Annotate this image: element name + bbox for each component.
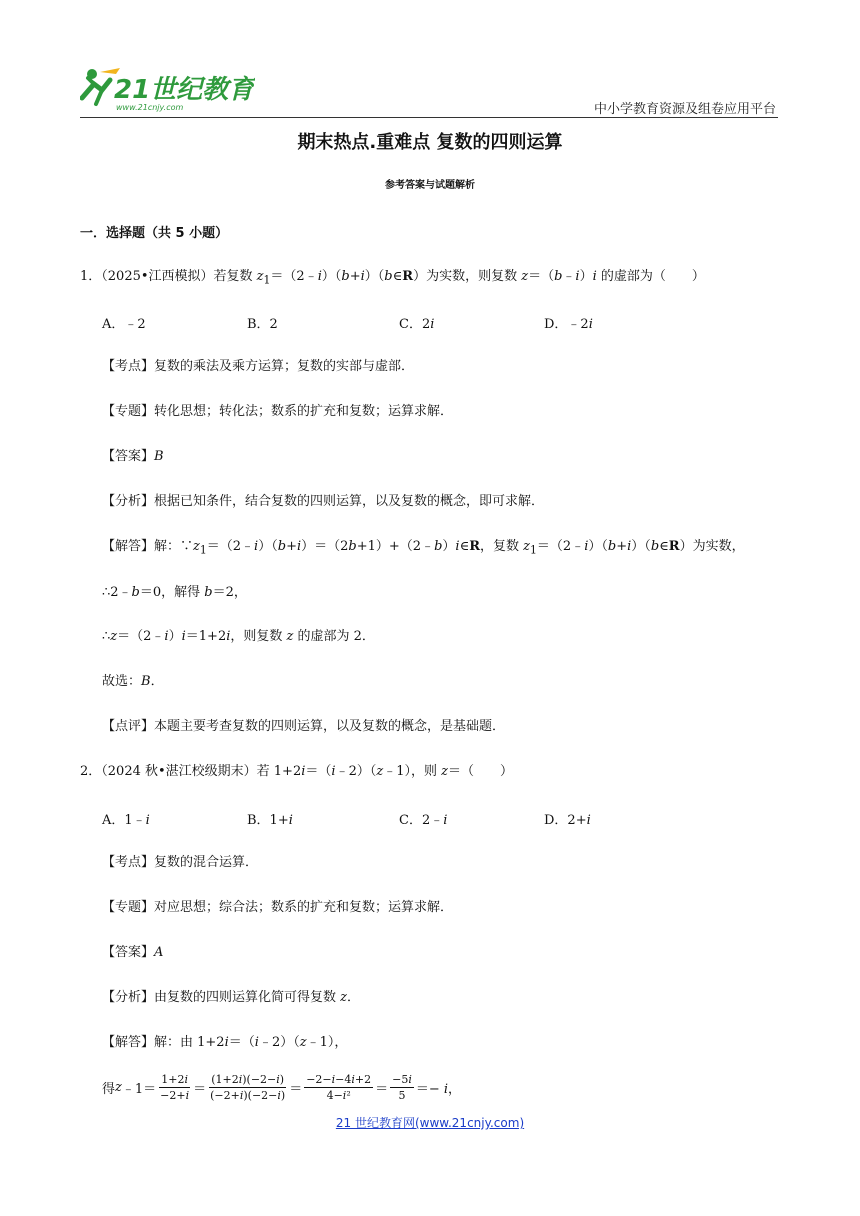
q1-kaodian: 【考点】复数的乘法及乘方运算；复数的实部与虚部． — [102, 359, 415, 374]
logo-21cnjy — [80, 64, 255, 112]
q1-choice: 故选：B． — [102, 674, 164, 689]
page-title: 期末热点.重难点 复数的四则运算 — [297, 132, 563, 153]
footer-link[interactable]: 21 世纪教育网(www.21cnjy.com) — [335, 1116, 525, 1130]
q1-option-d: D．﹣2i — [544, 317, 593, 332]
q1-option-a: A．﹣2 — [102, 317, 146, 332]
fraction-2: $\frac{\text{(1+2𝑖)(−2−𝑖)}}{\text{(−2+𝑖)(−2−𝑖)}}$ — [210, 1073, 286, 1102]
fraction-1: $\frac{\text{1+2𝑖}}{\text{−2+𝑖}}$ — [160, 1073, 190, 1102]
q2-math-derivation: 得 z ﹣1＝ $\frac{\text{1+2𝑖}}{\text{−2+𝑖}}$ ＝ $\frac{\text{(1+2𝑖)(−2−𝑖)}}{\text{(−2+𝑖)(−2−𝑖)}}$ ＝ $\frac{\text{−2−𝑖−4𝑖+2}}{\text{4−𝑖²}}$ ＝ $\frac{\text{−5𝑖}}{5}$ ＝− 𝑖， — [102, 1073, 462, 1102]
page-header — [80, 64, 778, 120]
q1-answer: 【答案】B — [102, 449, 164, 464]
section-heading: 一．选择题（共 5 小题） — [80, 226, 229, 241]
q2-option-c: C．2﹣i — [399, 813, 448, 828]
q2-option-a: A．1﹣i — [102, 813, 150, 828]
q1-option-b: B．2 — [247, 317, 278, 332]
fraction-3: $\frac{\text{−2−𝑖−4𝑖+2}}{\text{4−𝑖²}}$ — [306, 1073, 372, 1102]
q1-option-c: C．2i — [399, 317, 435, 332]
q1-zhuanti: 【专题】转化思想；转化法；数系的扩充和复数；运算求解． — [102, 404, 454, 419]
svg-text:www.21cnjy.com: www.21cnjy.com — [116, 103, 184, 112]
svg-text:21世纪教育: 21世纪教育 — [114, 75, 255, 105]
q2-jieda: 【解答】解：由 1+2i＝（i﹣2）（z﹣1）， — [102, 1035, 348, 1050]
header-divider — [80, 117, 778, 118]
q1-step1: ∴2﹣b＝0，解得 b＝2， — [102, 585, 247, 600]
q1-fenxi: 【分析】根据已知条件，结合复数的四则运算，以及复数的概念，即可求解． — [102, 494, 545, 509]
fraction-4: $\frac{\text{−5𝑖}}{5}$ — [392, 1073, 412, 1102]
q2-kaodian: 【考点】复数的混合运算． — [102, 855, 259, 870]
q1-jieda: 【解答】解：$\because z_1=(2﹣i)(b+i)=(2b+1)+(2﹣b)i\in R$，复数 $z_1=(2﹣i)(b+i)(b\in R)$为实数， — [102, 539, 745, 557]
q2-zhuanti: 【专题】对应思想；综合法；数系的扩充和复数；运算求解． — [102, 900, 454, 915]
q2-option-b: B．1+i — [247, 813, 293, 828]
q1-step2: ∴z＝（2﹣i）i＝1+2i，则复数 z 的虚部为 2． — [102, 629, 375, 644]
page-subtitle: 参考答案与试题解析 — [385, 180, 475, 191]
platform-name: 中小学教育资源及组卷应用平台 — [593, 102, 776, 117]
q2-answer: 【答案】A — [102, 945, 164, 960]
q1-stem: 1．（2025•江西模拟）若复数 $z_1=(2﹣i)(b+i)(b\in R)$为实数，则复数 z＝（b﹣i）i 的虚部为（ ） — [80, 269, 705, 287]
q2-fenxi: 【分析】由复数的四则运算化简可得复数 z． — [102, 990, 361, 1005]
q2-option-d: D．2+i — [544, 813, 591, 828]
q2-stem: 2．（2024 秋•湛江校级期末）若 1+2i＝（i﹣2）（z﹣1），则 z＝（ ） — [80, 764, 514, 779]
q1-dianping: 【点评】本题主要考查复数的四则运算，以及复数的概念，是基础题． — [102, 719, 506, 734]
